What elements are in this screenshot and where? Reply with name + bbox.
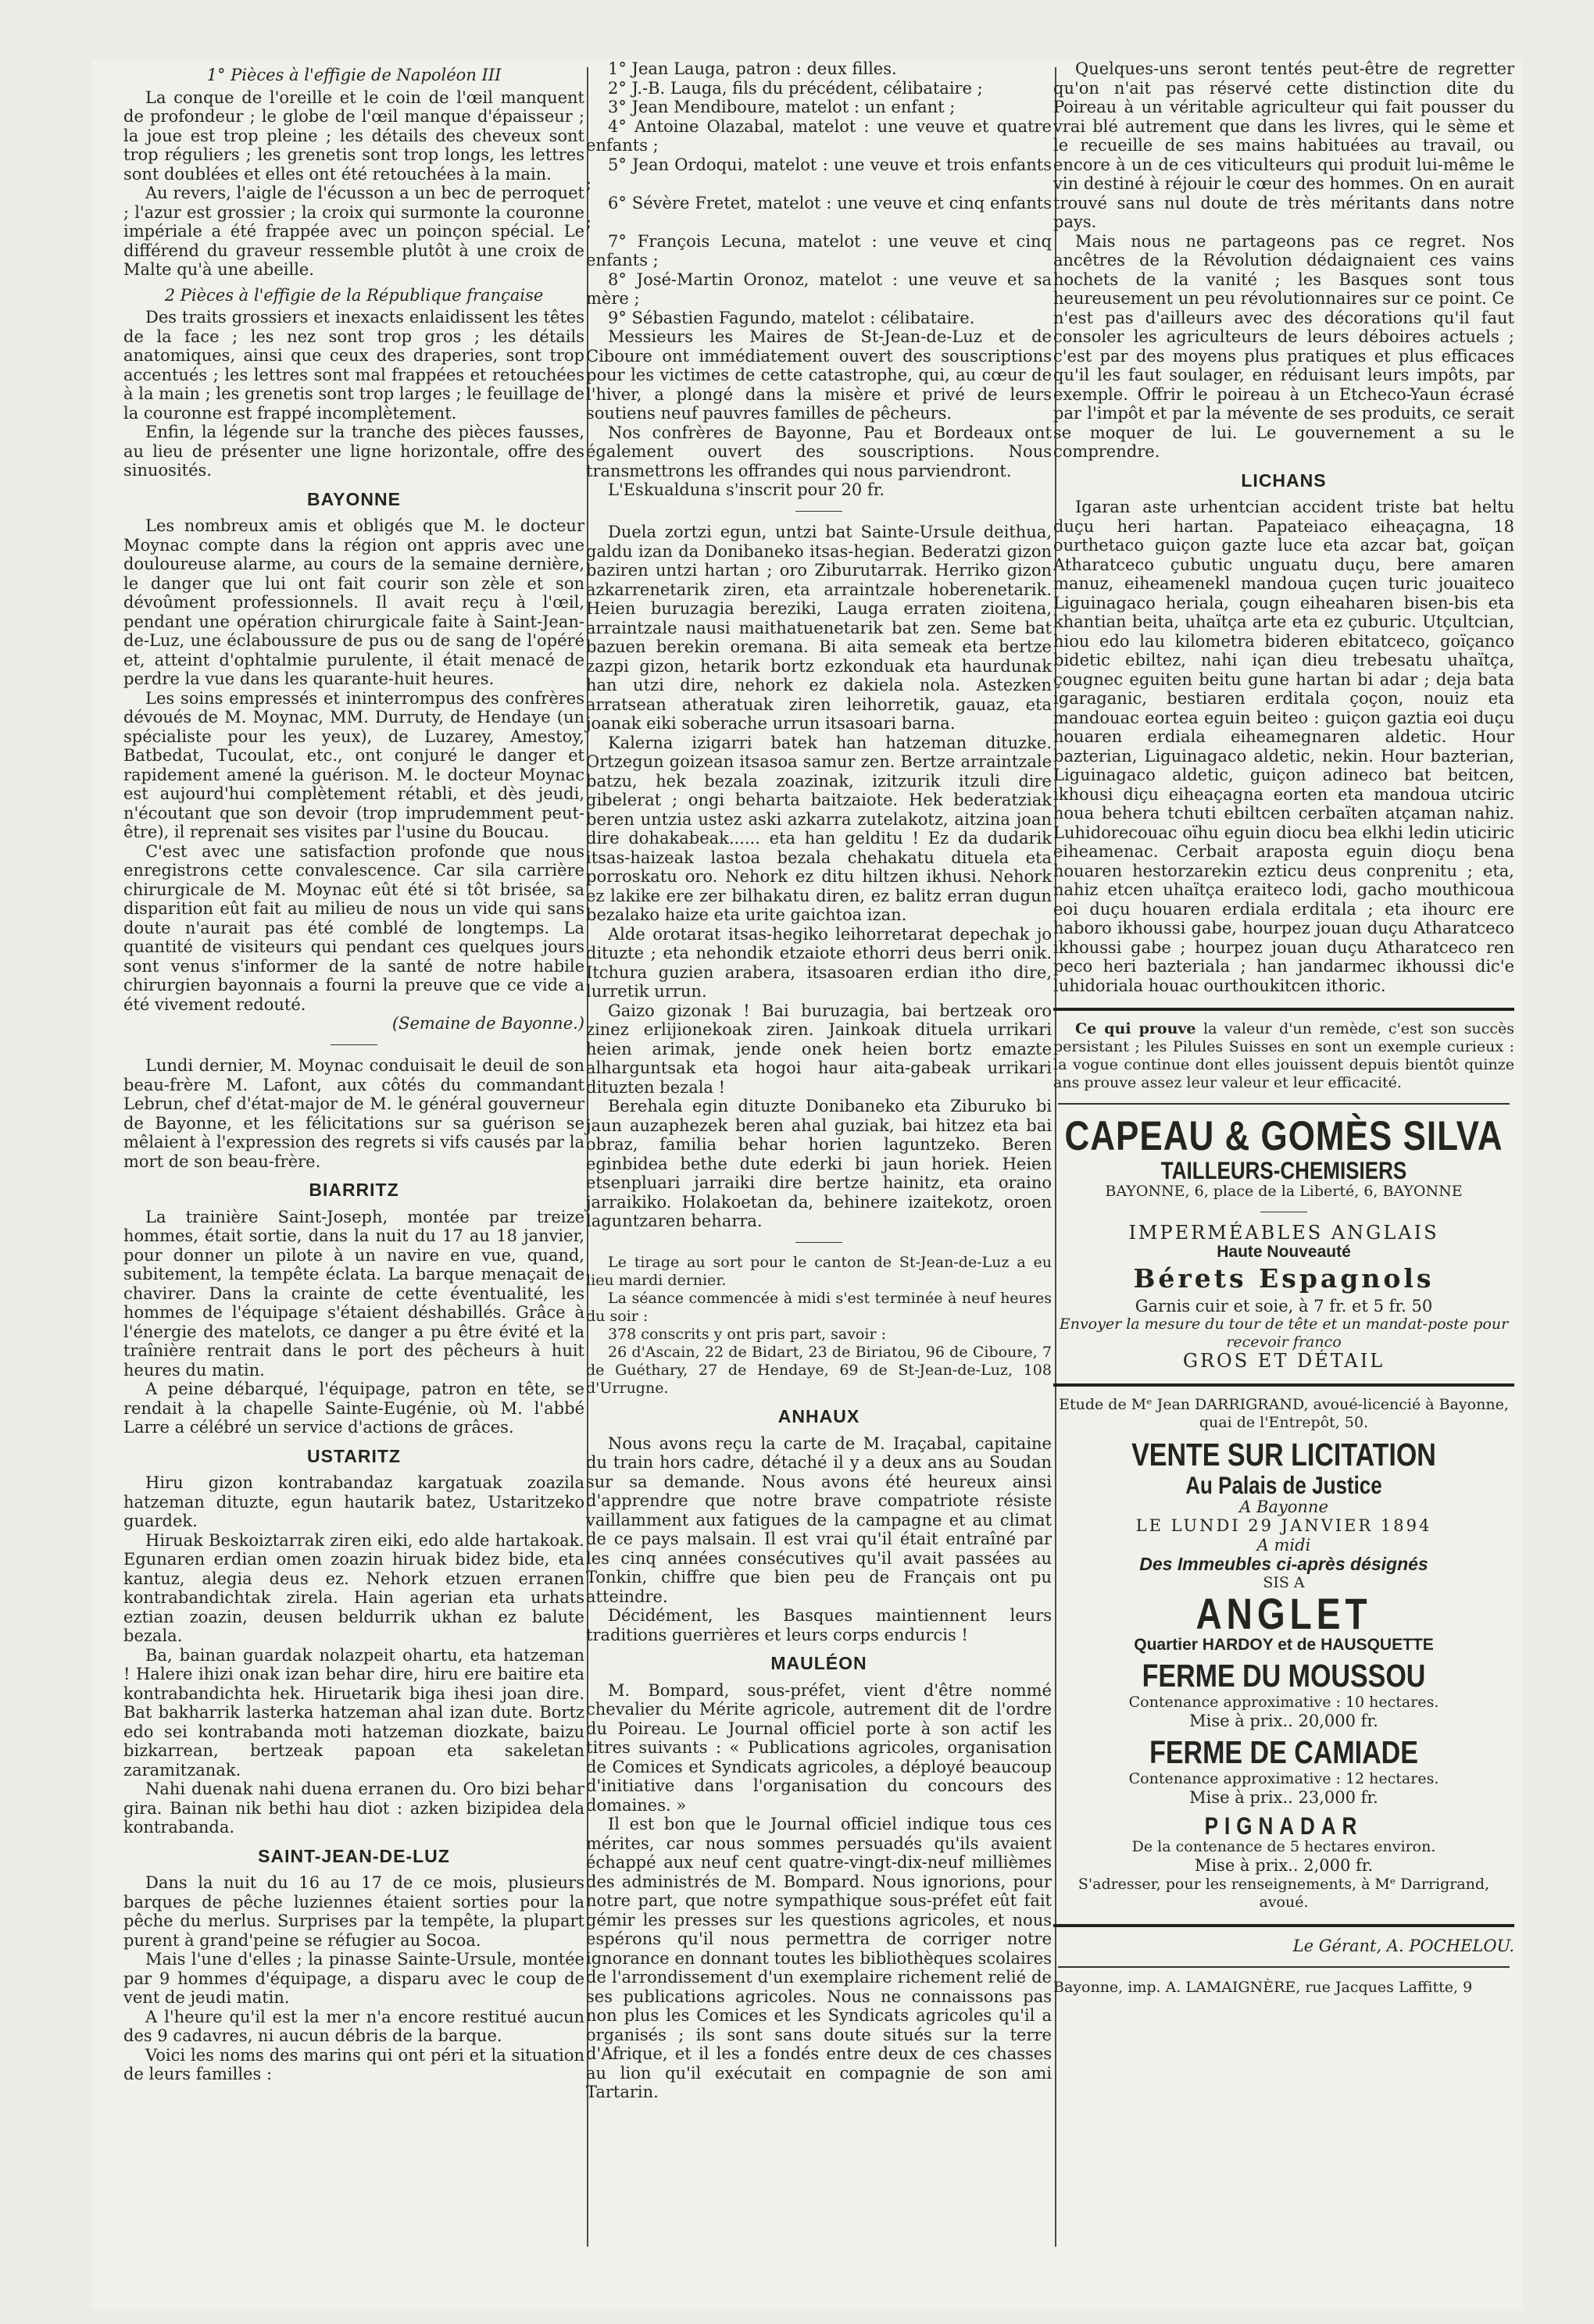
paragraph: Dans la nuit du 16 au 17 de ce mois, plusieurs barques de pêche luziennes étaient sorties pour la pêche du merlus. Surprises par la tempête, la plupart purent à grand'peine se réfugier au Socoa. — [123, 1873, 584, 1950]
paragraph: Alde orotarat itsas-hegiko leihorretarat depechak jo dituzte ; eta nehondik etzaiote ethorri deus berri onik. Itchura guzien arabera, itsasoaren erdian itho dire, lurretik urrun. — [586, 924, 1052, 1001]
advert-ferme1-title: FERME DU MOUSSOU — [1142, 1658, 1426, 1694]
advert-capeau-trade: TAILLEURS-CHEMISIERS — [1160, 1155, 1407, 1184]
advert-adresser: S'adresser, pour les renseignements, à Mᵉ Darrigrand, avoué. — [1078, 1875, 1490, 1911]
advert-capeau-impermeables: IMPERMÉABLES ANGLAIS — [1128, 1222, 1439, 1244]
paragraph: 378 conscrits y ont pris part, savoir : — [608, 1326, 886, 1343]
paragraph: Mais nous ne partageons pas ce regret. Nos ancêtres de la Révolution dédaignaient ces vains hochets de la vanité ; les Basques sont tous heureusement un peu révolutionnaires sur ce point. Ce n'est pas d'ailleurs avec des décorations qu'il faut consoler les agriculteurs de leurs déboires actuels ; c'est par des moyens plus pratiques et plus efficaces qu'il les faut soulager, en réduisant leurs impôts, par exemple. Offrir le poireau à un Etcheco-Yaun écrasé par l'impôt et par la mévente de ses produits, ce serait se moquer de lui. Le gouvernement a su le comprendre. — [1053, 231, 1514, 461]
paragraph: Kalerna izigarri batek han hatzeman dituzke. Ortzegun goizean itsasoa samur zen. Bertze arraintzale batzu, hek bezala zoazinak, izitzurik itzuli dire gibelerat ; ongi beharta baitzaiote. Hek bederatziak beren untzia ustez aski azkarra zutelakotz, aitzina joan dire dohakabeak...... eta han gelditu ! Ez da dudarik itsas-haizeak lastoa bezala chehakatu dituela eta porroskatu oro. Nehork ez ditu hiltzen ikhusi. Nehork ez lakike ere zer bilhakatu diren, ez balitz erran dugun bezalako haize eta urite gaichtoa izan. — [586, 733, 1052, 924]
paragraph: M. Bompard, sous-préfet, vient d'être nommé chevalier du Mérite agricole, autrement dit de l'ordre du Poireau. Le Journal officiel porte à son actif les titres suivants : « Publications agricoles, organisation de Comices et Syndicats agricoles, a déployé beaucoup d'initiative dans l'organisation du concours des domaines. » — [586, 1680, 1052, 1815]
advert-text: la valeur d'un remède, c'est son succès persistant ; les Pilules Suisses en sont un exemple curieux : la vogue continue dont elles jouissent depuis bientôt quinze ans prouve assez leur valeur et leur efficacité. — [1053, 1020, 1514, 1091]
paragraph: Hiru gizon kontrabandaz kargatuak zoazila hatzeman dituzte, egun hautarik batez, Ustaritzeko guardek. — [123, 1473, 584, 1530]
list-item: 1° Jean Lauga, patron : deux filles. — [608, 59, 897, 78]
advert-vente-midi: A midi — [1256, 1535, 1311, 1555]
gerant-line: Le Gérant, A. POCHELOU. — [1292, 1936, 1514, 1955]
advert-capeau-gros: GROS ET DÉTAIL — [1182, 1350, 1385, 1372]
paragraph: Ba, bainan guardak nolazpeit ohartu, eta hatzeman ! Halere ihizi onak izan behar dire, hiru ere baitire eta kontrabandichta hek. Hiruetarik biga ihesi joan dire. Bat bakharrik lasterka hatzeman ahal izan dute. Bortz edo sei kontrabanda moti hatzeman diozkate, baizu bizkarrean, bertzeak papoan eta sakeletan zaramitzanak. — [123, 1645, 584, 1780]
paragraph: 26 d'Ascain, 22 de Bidart, 23 de Biriatou, 96 de Ciboure, 7 de Guéthary, 27 de Hendaye, 69 de St-Jean-de-Luz, 108 d'Urrugne. — [586, 1344, 1052, 1397]
paragraph: Le tirage au sort pour le canton de St-Jean-de-Luz a eu lieu mardi dernier. — [586, 1254, 1052, 1289]
advert-rule — [1053, 1924, 1514, 1927]
advert-capeau-prices: Garnis cuir et soie, à 7 fr. et 5 fr. 50 — [1135, 1296, 1433, 1316]
newspaper-page — [92, 59, 1522, 2309]
paragraph: Mais l'une d'elles ; la pinasse Sainte-Ursule, montée par 9 hommes d'équipage, a disparu avec le coup de vent de jeudi matin. — [123, 1950, 584, 2007]
list-item: 2° J.-B. Lauga, fils du précédent, célibataire ; — [608, 78, 983, 98]
separator — [331, 1044, 377, 1046]
paragraph: Au revers, l'aigle de l'écusson a un bec de perroquet ; l'azur est grossier ; la croix qui surmonte la couronne impériale a été frappée avec un poinçon spécial. Le différend du graveur ressemble plutôt à une croix de Malte qu'à une abeille. — [123, 184, 584, 279]
list-item: 5° Jean Ordoqui, matelot : une veuve et trois enfants ; — [586, 155, 1052, 193]
paragraph: Des traits grossiers et inexacts enlaidissent les têtes de la face ; les nez sont trop gros ; les détails anatomiques, ainsi que ceux des draperies, sont trop accentués ; les lettres sont mal frappées et retouchées à la main ; les grenetis sont trop larges ; le feuillage de la couronne est frappé incomplètement. — [123, 308, 584, 423]
column-1 — [123, 59, 584, 2084]
source-credit: (Semaine de Bayonne.) — [391, 1014, 584, 1033]
separator — [795, 1242, 842, 1244]
paragraph: Hiruak Beskoiztarrak ziren eiki, edo alde hartakoak. Egunaren erdian omen zoazin hiruak bidez bide, eta kantuz, alegia deus ez. Nehork etzuen erranen kontrabandichtak zirela. Hain agerian eta urhats eztian zoazin, deusen beldurrik ukhan ez balute bezala. — [123, 1530, 584, 1645]
paragraph: Il est bon que le Journal officiel indique tous ces mérites, car nous sommes persuadés qu'ils avaient échappé aux neuf cent quatre-vingt-dix-neuf millièmes des administrés de M. Bompard. Nous ignorions, pour notre part, que notre sympathique sous-préfet eût fait gémir les presses sur les questions agricoles, et nous espérons qu'il nous permettra de corriger notre ignorance en donnant toutes les bibliothèques scolaires de l'arrondissement d'un exemplaire richement relié de ses publications agricoles. Nous ne connaissons pas non plus les Comices et les Syndicats agricoles qu'il a organisés ; ils sont sans doute situés sur la terre d'Afrique, et il les a fondés entre deux de ces chasses au lion qu'il exécutait en compagnie de son ami Tartarin. — [586, 1815, 1052, 2101]
paragraph: C'est avec une satisfaction profonde que nous enregistrons cette convalescence. Car sila carrière chirurgicale de M. Moynac eût été si tôt brisée, sa disparition eût fait au milieu de nous un vide qui sans doute n'aurait pas été comblé de longtemps. La quantité de visiteurs qui pendant ces quelques jours sont venus s'informer de la santé de notre habile chirurgien bayonnais a fourni la preuve que ce vide a été vivement redouté. — [123, 841, 584, 1014]
imprimerie-line: Bayonne, imp. A. LAMAIGNÈRE, rue Jacques Laffitte, 9 — [1053, 1978, 1473, 1996]
paragraph: Nous avons reçu la carte de M. Iraçabal, capitaine du train hors cadre, détaché il y a deux ans au Soudan sur sa demande. Nous avons été heureux ainsi d'apprendre que notre brave compatriote résiste vaillamment aux fatigues de la campagne et au climat de ce pays malsain. Il est vrai qu'il était entraîné par les cinq années consécutives qu'il avait passées au Tonkin, chiffre que bien peu de Français ont pu atteindre. — [586, 1433, 1052, 1606]
separator — [1058, 1966, 1510, 1968]
paragraph: Décidément, les Basques maintiennent leurs traditions guerrières et leurs corps endurcis ! — [586, 1606, 1052, 1644]
paragraph: Les nombreux amis et obligés que M. le docteur Moynac compte dans la région ont appris avec une douloureuse alarme, au cours de la semaine dernière, le danger que lui ont fait courir son zèle et son dévoûment professionnels. Il avait reçu à l'œil, pendant une opération chirurgicale faite à Saint-Jean-de-Luz, une éclaboussure de pus ou de sang de l'opéré et, atteint d'ophtalmie purulente, il était menacé de perdre la vue dans les quarante-huit heures. — [123, 516, 584, 688]
advert-vente-sis: SIS A — [1263, 1573, 1305, 1591]
advert-ferme2-contenance: Contenance approximative : 12 hectares. — [1128, 1769, 1439, 1787]
advert-capeau-send: Envoyer la mesure du tour de tête et un mandat-poste pour recevoir franco — [1059, 1316, 1509, 1351]
advert-anglet: ANGLET — [1196, 1589, 1372, 1638]
section-subheading: 1° Pièces à l'effigie de Napoléon III — [206, 66, 502, 84]
section-heading-mauleon: MAULÉON — [770, 1653, 867, 1673]
advert-vente-title: VENTE SUR LICITATION — [1131, 1437, 1436, 1473]
paragraph: Quelques-uns seront tentés peut-être de regretter qu'on n'ait pas réservé cette distinction dite du Poireau à un véritable agriculteur qui fait pousser du vrai blé autrement que dans les livres, qui le sème et le recueille de ses mains habituées au travail, ou encore à un de ces viticulteurs qui produit lui-même le vin destiné à réjouir le cœur des hommes. On en aurait trouvé sans nul doute de très méritants dans notre pays. — [1053, 59, 1514, 231]
advert-rule — [1053, 1383, 1514, 1387]
paragraph: Duela zortzi egun, untzi bat Sainte-Ursule deithua, galdu izan da Donibaneko itsas-hegian. Bederatzi gizon baziren untzi hartan ; oro Ziburutarrak. Herriko gizon azkarrenetarik ziren, eta arraintzale hoberenetarik. Heien buruzagia bereziki, Lauga erraten zioitena, arraintzale nausi maithatuenetarik bat zen. Seme bat bazuen berekin oremana. Bi aita semeak eta bertze zazpi gizon, hetarik bortz ezkonduak eta haurdunak han utzi dire, nehork ez dakiela nola. Astezken arratsean atheratuak ziren leihorretik, gauaz, eta joanak eiki soberache urrun itsasoari barna. — [586, 523, 1052, 733]
advert-capeau-berets: Bérets Espagnols — [1133, 1263, 1435, 1294]
advert-pignadar: PIGNADAR — [1204, 1812, 1363, 1840]
advert-vente-date: LE LUNDI 29 JANVIER 1894 — [1135, 1516, 1432, 1535]
column-3 — [1053, 59, 1514, 1997]
advert-capeau-nouveaute: Haute Nouveauté — [1217, 1242, 1351, 1261]
paragraph: Igaran aste urhentcian accident triste bat heltu duçu heri hartan. Papateiaco eiheaçagna, 18 ourthetaco guiçon gazte luce eta azcar bat, goïçan Atharatceco çubutic unguatu duçu, bere amaren manuz, eiheamenekl mandoua çuçen turic jouaiteco Liguinagaco heriala, çougn eiheaharen bisen-bis eta khantian beita, uhaïtça arte eta ez çuburic. Utçultcian, hiou edo lau kilometra bideren ebitatceco, goïçanco bidetic ebiltez, nahi içan dieu trebesatu uhaïtça, çougnec eguiten beitu gune hartan bi adar ; deja bata igaraganic, bestiaren erditala çoçon, nouiz eta mandouac eortea eguin beiteo : guiçon gaztia eoi duçu houaren erdiala eiheamegnaren aldetic. Hour bazterian, Liguinagaco aldetic, nekin. Hour bazterian, Liguinagaco aldetic, guiçon adineco bat beitcen, ikhousi diçu eiheaçagna eorten eta mandoua utciric houa behera tchuti ebiltcen cerbaïten atçaman nahiz. Luhidorecouac oïhu eguin diocu bea elkhi ledin uticiric eiheamenac. Cerbait araposta eguin dioçu bena houaren hestorzarekin ezticu deus conprenitu ; eta, nahiz etcen uhaïtça eraiteco lodi, gacho mouthicoua eoi duçu houaren erdiala erditala ; eta ihourc ere haboro ikhoussi gabe, hourpez jouan duçu Atharatceco ikhoussi gabe ; hourpez jouan duçu Atharatceco ren peco heri bazteriala ; han jandarmec ikhoussi dic'e luhidoriala houac ourthoukitcen ithoric. — [1053, 498, 1514, 995]
advert-capeau-title: CAPEAU & GOMÈS SILVA — [1064, 1112, 1503, 1159]
paragraph: A peine débarqué, l'équipage, patron en tête, se rendait à la chapelle Sainte-Eugénie, où M. l'abbé Larre a célébré un service d'actions de grâces. — [123, 1380, 584, 1437]
advert-pignadar-contenance: De la contenance de 5 hectares environ. — [1131, 1838, 1436, 1855]
advert-capeau-address: BAYONNE, 6, place de la Liberté, 6, BAYONNE — [1105, 1182, 1463, 1200]
section-heading-lichans: LICHANS — [1241, 469, 1327, 491]
list-item: 8° José-Martin Oronoz, matelot : une veuve et sa mère ; — [586, 270, 1052, 308]
paragraph: Enfin, la légende sur la tranche des pièces fausses, au lieu de présenter une ligne horizontale, offre des sinuosités. — [123, 423, 584, 480]
paragraph: Nos confrères de Bayonne, Pau et Bordeaux ont également ouvert des souscriptions. Nous transmettrons les offrandes qui nous parviendront. — [586, 423, 1052, 480]
advert-vente-palais: Au Palais de Justice — [1185, 1470, 1382, 1499]
list-item: 4° Antoine Olazabal, matelot : une veuve et quatre enfants ; — [586, 116, 1052, 155]
paragraph: Gaizo gizonak ! Bai buruzagia, bai bertzeak oro zinez erlijionekoak ziren. Jainkoak dituela urrikari heien arimak, jende onek heien bortz emazte alharguntsak eta hogoi haur aita-gabeak urrikari dituzten bezala ! — [586, 1001, 1052, 1097]
paragraph: Les soins empressés et ininterrompus des confrères dévoués de M. Moynac, MM. Durruty, de Hendaye (un spécialiste pour les yeux), de Luzarey, Amestoy, Batbedat, Tucoulat, etc., ont conjuré le danger et rapidement amené la guérison. M. le docteur Moynac est aujourd'hui complètement rétabli, et dès jeudi, n'écoutant que son devoir (trop imprudemment peut-être), il reprenait ses visites par l'usine du Boucau. — [123, 688, 584, 841]
list-item: 6° Sévère Fretet, matelot : une veuve et cinq enfants ; — [586, 193, 1052, 231]
paragraph: Voici les noms des marins qui ont péri et la situation de leurs familles : — [123, 2045, 584, 2083]
paragraph: Lundi dernier, M. Moynac conduisait le deuil de son beau-frère M. Lafont, aux côtés du commandant Lebrun, chef d'état-major de M. le général gouverneur de Bayonne, et les félicitations sur sa guérison se mêlaient à l'expression des regrets si vifs causés par la mort de son beau-frère. — [123, 1056, 584, 1171]
paragraph: Nahi duenak nahi duena erranen du. Oro bizi behar gira. Bainan nik bethi hau diot : azken bizipidea dela kontrabanda. — [123, 1780, 584, 1837]
section-heading-bayonne: BAYONNE — [307, 488, 401, 509]
section-heading-anhaux: ANHAUX — [777, 1406, 860, 1426]
advert-rule — [1053, 1008, 1514, 1011]
paragraph: Berehala egin dituzte Donibaneko eta Ziburuko bi jaun auzaphezek beren ahal guziak, bai hitzez eta bai obraz, familia behar horien laguntzeko. Beren eginbidea bethe dute ederki bi jaun horiek. Heien etsenpluari jarraiki dire bertze hainitz, eta oraino jarraikiko. Holakoetan da, behinere izaitekotz, oroen laguntzaren beharra. — [586, 1097, 1052, 1230]
advert-pilules — [1053, 1020, 1514, 1092]
advert-pignadar-prix: Mise à prix.. 2,000 fr. — [1194, 1856, 1374, 1875]
paragraph: La séance commencée à midi s'est terminée à neuf heures du soir : — [586, 1290, 1052, 1325]
separator — [1058, 1103, 1510, 1105]
advert-ferme2-prix: Mise à prix.. 23,000 fr. — [1189, 1787, 1378, 1807]
list-item: 7° François Lecuna, matelot : une veuve et cinq enfants ; — [586, 231, 1052, 270]
advert-lead: Ce qui prouve — [1075, 1020, 1196, 1037]
paragraph: La trainière Saint-Joseph, montée par treize hommes, était sortie, dans la nuit du 17 au 18 janvier, pour donner un pilote à un navire en vue, quand, subitement, la tempête éclata. La barque menaçait de chavirer. Dans la crainte de cette éventualité, les hommes de l'équipage s'étaient déshabillés. Grâce à l'énergie des matelots, ce danger a pu être évité et la traînière rentrait dans le port des pêcheurs à huit heures du matin. — [123, 1207, 584, 1380]
list-item: 3° Jean Mendiboure, matelot : un enfant ; — [608, 98, 956, 116]
paragraph: L'Eskualduna s'inscrit pour 20 fr. — [608, 480, 885, 499]
section-heading-biarritz: BIARRITZ — [309, 1180, 399, 1200]
separator — [795, 511, 842, 512]
section-heading-ustaritz: USTARITZ — [306, 1445, 401, 1466]
advert-ferme1-prix: Mise à prix.. 20,000 fr. — [1189, 1712, 1378, 1730]
advert-vente-city: A Bayonne — [1239, 1497, 1328, 1516]
advert-etude: Etude de Mᵉ Jean DARRIGRAND, avoué-licencié à Bayonne, quai de l'Entrepôt, 50. — [1059, 1395, 1509, 1431]
section-heading-saint-jean-de-luz: SAINT-JEAN-DE-LUZ — [258, 1845, 450, 1866]
paragraph: La conque de l'oreille et le coin de l'œil manquent de profondeur ; le globe de l'œil manque d'épaisseur ; la joue est trop pleine ; les détails des cheveux sont trop réguliers ; les grenetis sont trop longs, les lettres sont doublées et elles ont été retouchées à la main. — [123, 87, 584, 184]
advert-ferme2-title: FERME DE CAMIADE — [1149, 1734, 1418, 1771]
advert-ferme1-contenance: Contenance approximative : 10 hectares. — [1128, 1694, 1439, 1711]
separator — [1260, 1212, 1307, 1213]
paragraph: A l'heure qu'il est la mer n'a encore restitué aucun des 9 cadavres, ni aucun débris de la barque. — [123, 2007, 584, 2045]
paragraph: Messieurs les Maires de St-Jean-de-Luz et de Ciboure ont immédiatement ouvert des souscriptions pour les victimes de cette catastrophe, qui, au cœur de l'hiver, a plongé dans la misère et privé de leurs soutiens neuf pauvres familles de pêcheurs. — [586, 327, 1052, 423]
column-2 — [586, 59, 1052, 2102]
list-item: 9° Sébastien Fagundo, matelot : célibataire. — [608, 308, 975, 327]
section-subheading: 2 Pièces à l'effigie de la République française — [164, 285, 544, 305]
advert-anglet-quartier: Quartier HARDOY et de HAUSQUETTE — [1134, 1635, 1434, 1654]
advert-vente-immeubles: Des Immeubles ci-après désignés — [1139, 1554, 1428, 1574]
